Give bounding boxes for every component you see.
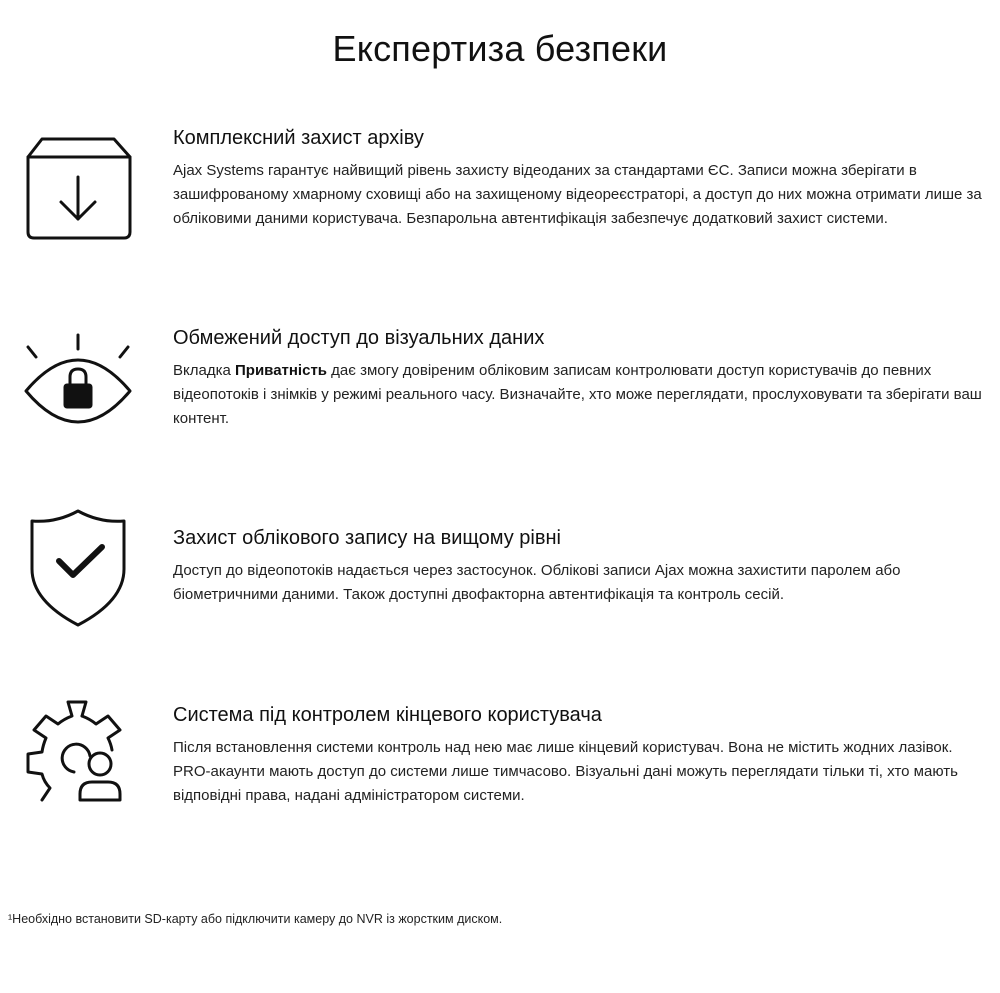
eye-lock-icon — [24, 333, 132, 433]
feature-title: Система під контролем кінцевого користувача — [173, 704, 602, 726]
shield-check-icon — [30, 509, 126, 627]
footnote: ¹Необхідно встановити SD-карту або підключити камеру до NVR із жорстким диском. — [8, 912, 503, 926]
feature-text — [173, 702, 988, 808]
feature-title: Комплексний захист архіву — [173, 127, 424, 149]
gear-user-icon — [24, 698, 130, 804]
feature-description: Після встановлення системи контроль над нею має лише кінцевий користувач. Вона не містить жодних лазівок. PRO-акаунти мають доступ до системи лише тимчасово. Візуальні дані можуть переглядати тільки ті, хто мають відповідні права, надані адміністратором системи. — [173, 739, 958, 804]
archive-download-icon — [26, 137, 132, 241]
feature-text — [173, 125, 988, 231]
feature-description: Доступ до відеопотоків надається через застосунок. Облікові записи Ajax можна захистити паролем або біометричними даними. Також доступні двофакторна автентифікація та контроль сесій. — [173, 562, 901, 603]
feature-title: Обмежений доступ до візуальних даних — [173, 327, 545, 349]
feature-title: Захист облікового запису на вищому рівні — [173, 527, 561, 549]
feature-text — [173, 525, 988, 607]
feature-text — [173, 325, 988, 431]
feature-description — [173, 359, 988, 431]
page-title: Експертиза безпеки — [332, 28, 668, 69]
feature-description: Ajax Systems гарантує найвищий рівень захисту відеоданих за стандартами ЄС. Записи можна зберігати в зашифрованому хмарному сховищі або на захищеному відеореєстраторі, а доступ до них можна отримати лише за обліковими даними користувача. Безпарольна автентифікація забезпечує додатковий захист системи. — [173, 162, 982, 227]
description-prefix: Вкладка — [173, 362, 235, 379]
privacy-tab-name: Приватність — [235, 362, 328, 379]
description-suffix: дає змогу довіреним обліковим записам контролювати доступ користувачів до певних відеопотоків і знімків у режимі реального часу. Визначайте, хто може переглядати, прослуховувати та зберігати ваш контент. — [173, 362, 982, 427]
